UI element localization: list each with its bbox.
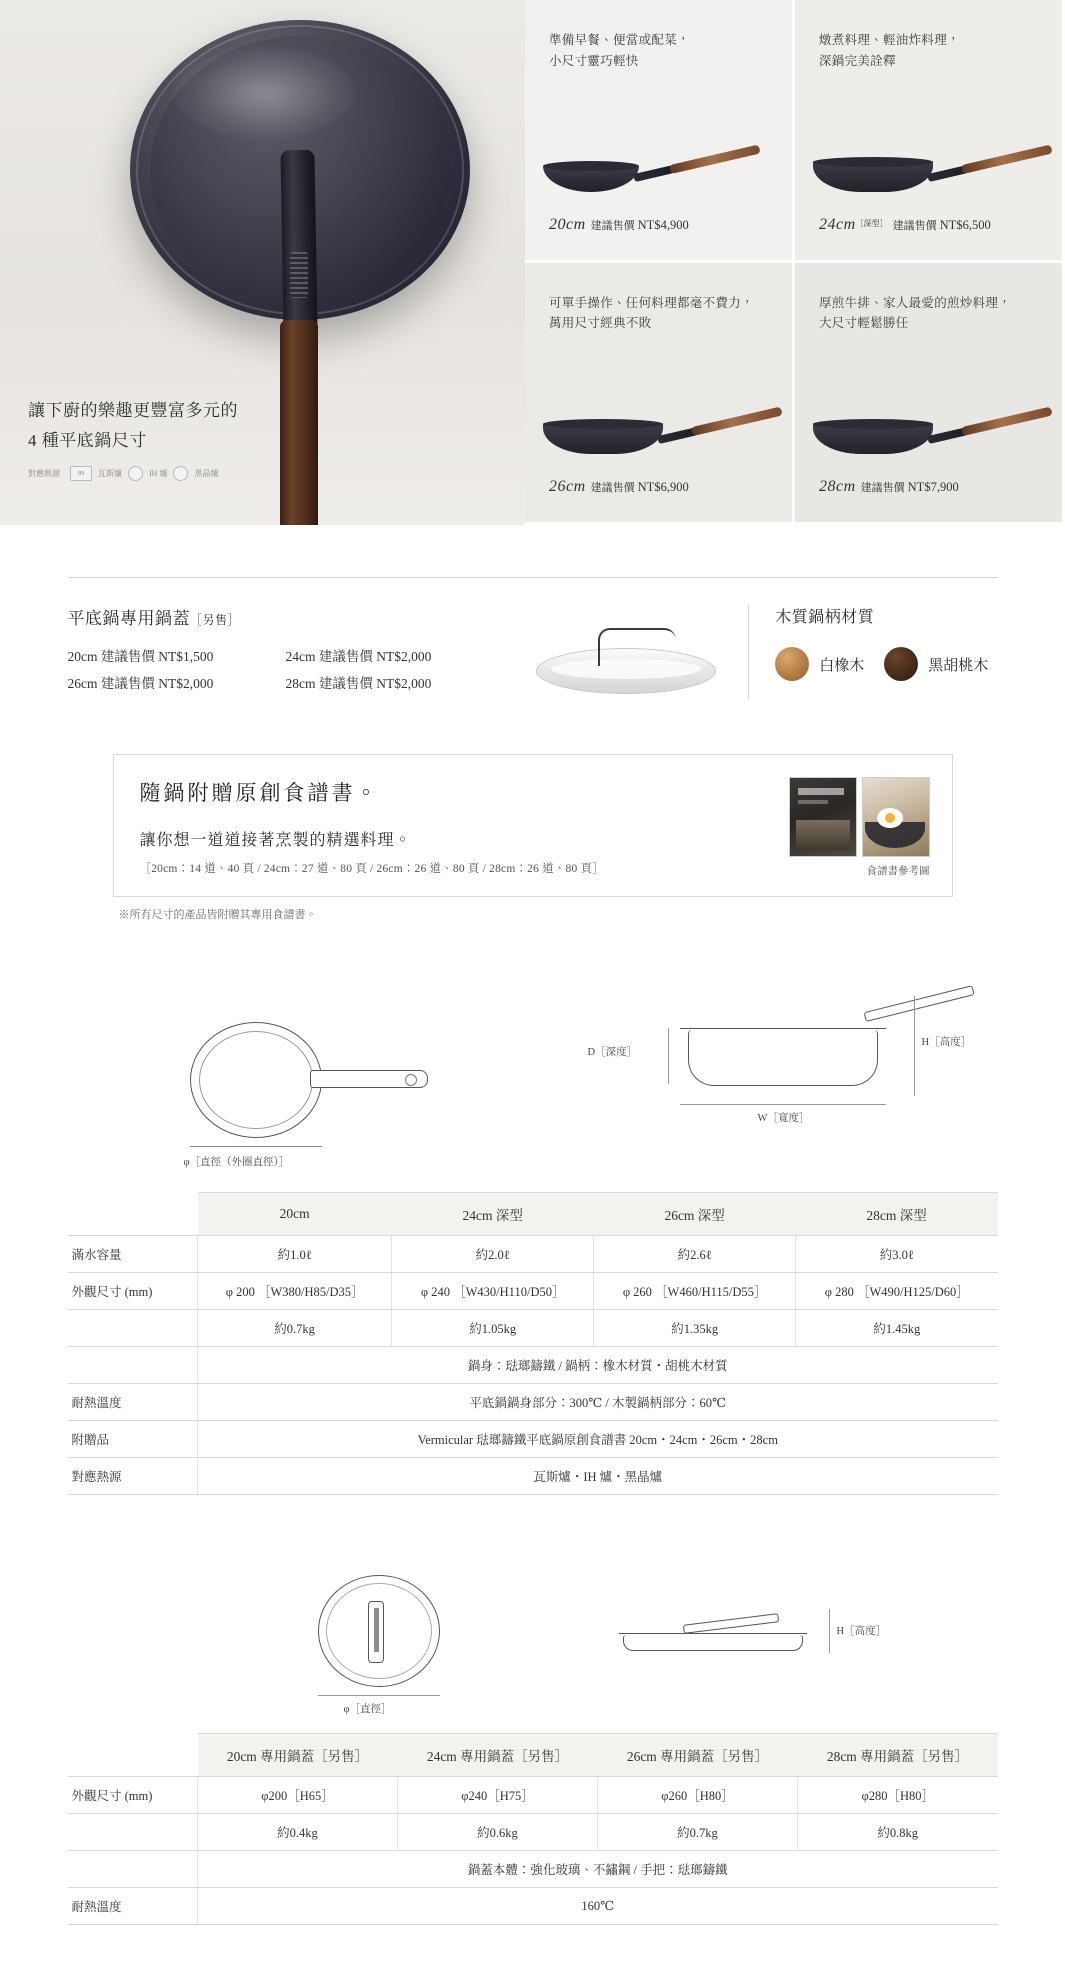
- spec-capacity-20: 約1.0ℓ: [198, 1236, 392, 1273]
- pan-inner-circle: [199, 1031, 313, 1129]
- spec-heat-value: 平底鍋鍋身部分：300℃ / 木製鍋柄部分：60℃: [198, 1384, 998, 1421]
- hero-cell-24cm-title-line1: 燉煮料理、輕油炸料理，: [819, 33, 960, 47]
- hero-size-grid: [525, 0, 1065, 525]
- pan-highlight: [174, 48, 354, 138]
- price-amount: NT$7,900: [907, 480, 959, 494]
- lid-dimensions-20: φ200［H65］: [198, 1777, 398, 1814]
- diameter-label: φ［直徑（外圈直徑）］: [183, 1157, 290, 1168]
- spec-row-dimensions-label: 外觀尺寸 (mm): [68, 1273, 198, 1310]
- badge-radiant-icon: [173, 466, 188, 481]
- mini-pan-24cm: [813, 138, 1063, 198]
- lid-top-line: [619, 1633, 807, 1634]
- lid-weight-26: 約0.7kg: [598, 1814, 798, 1851]
- spec-col-26cm: 26cm 深型: [594, 1193, 796, 1236]
- lid-price-list: [68, 643, 536, 697]
- spec-row-heat-label: 耐熱溫度: [68, 1384, 198, 1421]
- badge-ih-label: IH 爐: [149, 469, 168, 478]
- heat-source-prefix: 對應熱源: [28, 469, 60, 478]
- table-row: [68, 1458, 998, 1495]
- depth-measure-line: [668, 1028, 669, 1084]
- mini-pan-28cm: [813, 400, 1063, 460]
- hero-cell-26cm[interactable]: [525, 263, 795, 526]
- size-label: 28cm: [819, 478, 856, 495]
- lid-info-block: [68, 604, 536, 697]
- lid-price-20: 20cm 建議售價 NT$1,500: [67, 649, 214, 664]
- hero-cell-26cm-price: [549, 478, 689, 496]
- lid-dimensions-28: φ280［H80］: [798, 1777, 998, 1814]
- lid-title-note: ［另售］: [190, 613, 241, 627]
- price-label: 建議售價: [860, 482, 905, 494]
- size-label: 26cm: [549, 478, 586, 495]
- spec-material-value: 鍋身：琺瑯鑄鐵 / 鍋柄：橡木材質・胡桃木材質: [198, 1347, 998, 1384]
- pan-dimension-diagrams: [68, 1014, 998, 1174]
- pan-side-view-diagram: [587, 1022, 972, 1142]
- recipe-book-panel: [113, 754, 953, 897]
- lid-price-26: 26cm 建議售價 NT$2,000: [67, 676, 214, 691]
- lid-height-label: H［高度］: [836, 1626, 887, 1637]
- hero-cell-20cm-price: [549, 216, 689, 234]
- section-divider: [68, 577, 998, 578]
- recipe-subheading: 讓你想一道道接著烹製的精選料理。: [139, 832, 412, 849]
- badge-radiant-label: 黑晶爐: [194, 469, 219, 478]
- hero-cell-20cm-title-line1: 準備早餐、便當或配菜，: [549, 33, 690, 47]
- size-label: 20cm: [549, 215, 586, 233]
- table-row: [68, 1347, 998, 1384]
- spec-col-0: [68, 1193, 198, 1236]
- lid-body-outline: [623, 1635, 803, 1651]
- price-amount: NT$4,900: [637, 217, 689, 232]
- hero-caption-line1: 讓下廚的樂趣更豐富多元的: [28, 401, 238, 420]
- table-row: [68, 1236, 998, 1273]
- lid-heat-value: 160℃: [198, 1888, 998, 1925]
- lid-dimensions-26: φ260［H80］: [598, 1777, 798, 1814]
- lid-row-heat-label: 耐熱溫度: [68, 1888, 198, 1925]
- recipe-footnote: ※所有尺寸的產品皆附贈其專用食譜書。: [118, 909, 317, 921]
- lid-price-28: 28cm 建議售價 NT$2,000: [285, 676, 432, 691]
- lid-diameter-label: φ［直徑］: [343, 1704, 392, 1715]
- hero-cell-26cm-title-line2: 萬用尺寸經典不敗: [549, 316, 652, 331]
- spec-col-20cm: 20cm: [198, 1193, 392, 1236]
- hero-caption-line2: 4 種平底鍋尺寸: [28, 430, 147, 450]
- lid-col-0: [68, 1734, 198, 1777]
- spec-dimensions-28: φ 280 ［W490/H125/D60］: [796, 1273, 998, 1310]
- hero-cell-28cm-price: [819, 478, 959, 496]
- spec-row-heatsource-label: 對應熱源: [68, 1458, 198, 1495]
- lid-price-24: 24cm 建議售價 NT$2,000: [285, 649, 432, 664]
- spec-col-28cm: 28cm 深型: [796, 1193, 998, 1236]
- lid-and-wood-section: [0, 525, 1065, 720]
- spec-row-bonus-label: 附贈品: [68, 1421, 198, 1458]
- spec-col-24cm: 24cm 深型: [392, 1193, 594, 1236]
- spec-dimensions-20: φ 200 ［W380/H85/D35］: [198, 1273, 392, 1310]
- table-row: [68, 1851, 998, 1888]
- lid-handle-outline: [368, 1601, 384, 1663]
- wood-material-block: [748, 604, 997, 700]
- hero-main-image: [0, 0, 545, 525]
- lid-height-measure-line: [829, 1609, 830, 1653]
- badge-ih-icon: IH: [70, 466, 92, 481]
- lid-row-dimensions-label: 外觀尺寸 (mm): [68, 1777, 198, 1814]
- recipe-heading: 隨鍋附贈原創食譜書。: [139, 781, 380, 805]
- pan-handle-side-outline: [863, 985, 974, 1022]
- hero-cell-28cm-title-line1: 厚煎牛排、家人最愛的煎炒料理，: [819, 295, 1012, 310]
- lid-dimension-diagrams: [68, 1575, 998, 1715]
- spec-dimensions-26: φ 260 ［W460/H115/D55］: [594, 1273, 796, 1310]
- spec-weight-26: 約1.35kg: [594, 1310, 796, 1347]
- hero-cell-28cm-title-line2: 大尺寸輕鬆勝任: [819, 316, 909, 331]
- size-sublabel: ［深型］: [855, 218, 888, 228]
- mini-pan-20cm: [543, 138, 773, 198]
- hero-cell-28cm-title: [819, 293, 1038, 334]
- height-measure-line: [914, 996, 915, 1096]
- table-row: [68, 1273, 998, 1310]
- recipe-food-image: [862, 777, 930, 857]
- spec-row-capacity-label: 滿水容量: [68, 1236, 198, 1273]
- wood-title: 木質鍋柄材質: [775, 609, 875, 626]
- lid-title: [68, 604, 536, 629]
- size-label: 24cm: [819, 215, 856, 233]
- pan-handle-outline: [310, 1070, 428, 1088]
- lid-row-material-label: [68, 1851, 198, 1888]
- pan-handle-rivets: [290, 252, 308, 298]
- spec-capacity-24: 約2.0ℓ: [392, 1236, 594, 1273]
- spec-weight-24: 約1.05kg: [392, 1310, 594, 1347]
- table-row: [68, 1888, 998, 1925]
- width-label: W［寬度］: [757, 1113, 810, 1124]
- lid-photo: [536, 610, 730, 720]
- lid-col-20cm: 20cm 專用鍋蓋［另售］: [198, 1734, 398, 1777]
- recipe-detail: ［20cm：14 道、40 頁 / 24cm：27 道、80 頁 / 26cm：26 道、80 頁 / 28cm：26 道、80 頁］: [139, 863, 604, 875]
- lid-glass-body: [536, 648, 716, 694]
- lid-col-24cm: 24cm 專用鍋蓋［另售］: [398, 1734, 598, 1777]
- hero-cell-24cm-title-line2: 深鍋完美詮釋: [819, 53, 896, 68]
- oak-swatch-icon: [775, 647, 809, 681]
- hero-cell-24cm-price: [819, 216, 991, 234]
- walnut-label: 黑胡桃木: [928, 657, 989, 674]
- lid-col-28cm: 28cm 專用鍋蓋［另售］: [798, 1734, 998, 1777]
- spec-heatsource-value: 瓦斯爐・IH 爐・黑晶爐: [198, 1458, 998, 1495]
- pan-spec-table: [68, 1192, 998, 1495]
- mini-pan-26cm: [543, 400, 793, 460]
- lid-weight-24: 約0.6kg: [398, 1814, 598, 1851]
- hero-section: [0, 0, 1065, 525]
- recipe-images: [789, 777, 930, 857]
- table-header-row: [68, 1734, 998, 1777]
- lid-weight-20: 約0.4kg: [198, 1814, 398, 1851]
- pan-body-outline: [688, 1030, 878, 1086]
- price-label: 建議售價: [590, 219, 635, 232]
- frying-pan-photo: [130, 20, 470, 360]
- hero-cell-20cm[interactable]: [525, 0, 795, 263]
- table-header-row: [68, 1193, 998, 1236]
- lid-side-view-diagram: [623, 1617, 887, 1657]
- table-row: [68, 1310, 998, 1347]
- price-amount: NT$6,500: [939, 217, 991, 232]
- spec-row-weight-label: [68, 1310, 198, 1347]
- spec-capacity-26: 約2.6ℓ: [594, 1236, 796, 1273]
- hero-cell-20cm-title: [549, 30, 768, 71]
- hero-cell-24cm-title: [819, 30, 1038, 71]
- hero-cell-24cm[interactable]: [795, 0, 1065, 263]
- lid-material-value: 鍋蓋本體：強化玻璃、不鏽鋼 / 手把：琺瑯鑄鐵: [198, 1851, 998, 1888]
- lid-weight-28: 約0.8kg: [798, 1814, 998, 1851]
- badge-gas-label: 瓦斯爐: [98, 469, 122, 478]
- lid-handle: [598, 628, 676, 650]
- table-row: [68, 1384, 998, 1421]
- table-row: [68, 1814, 998, 1851]
- spec-weight-20: 約0.7kg: [198, 1310, 392, 1347]
- recipe-image-caption: 食譜書參考圖: [866, 866, 930, 877]
- spec-bonus-value: Vermicular 琺瑯鑄鐵平底鍋原創食譜書 20cm・24cm・26cm・28cm: [198, 1421, 998, 1458]
- pan-handle-metal: [280, 150, 317, 336]
- lid-dimensions-24: φ240［H75］: [398, 1777, 598, 1814]
- lid-row-weight-label: [68, 1814, 198, 1851]
- recipe-book-cover-image: [789, 777, 857, 857]
- table-row: [68, 1777, 998, 1814]
- walnut-swatch-icon: [884, 647, 918, 681]
- lid-knob-outline: [682, 1613, 778, 1634]
- hero-cell-26cm-title: [549, 293, 768, 334]
- lid-title-text: 平底鍋專用鍋蓋: [67, 609, 190, 628]
- spec-row-material-label: [68, 1347, 198, 1384]
- depth-label: D［深度］: [587, 1047, 638, 1058]
- table-row: [68, 1421, 998, 1458]
- width-measure-line: [680, 1104, 886, 1105]
- hero-cell-20cm-title-line2: 小尺寸靈巧輕快: [549, 53, 639, 68]
- lid-diameter-measure-line: [318, 1695, 440, 1696]
- heat-source-badges: [28, 466, 218, 481]
- spec-weight-28: 約1.45kg: [796, 1310, 998, 1347]
- hero-caption: [28, 396, 238, 456]
- height-label: H［高度］: [921, 1037, 972, 1048]
- pan-rim-line: [680, 1028, 886, 1029]
- oak-label: 白橡木: [819, 657, 865, 674]
- pan-handle-wood: [280, 320, 318, 525]
- badge-ih-stove-icon: [128, 466, 143, 481]
- diameter-measure-line: [190, 1146, 322, 1147]
- spec-capacity-28: 約3.0ℓ: [796, 1236, 998, 1273]
- price-amount: NT$6,900: [637, 480, 689, 494]
- spec-dimensions-24: φ 240 ［W430/H110/D50］: [392, 1273, 594, 1310]
- lid-spec-table: [68, 1733, 998, 1925]
- pan-top-view-diagram: [183, 1014, 440, 1168]
- price-label: 建議售價: [590, 482, 635, 494]
- hero-cell-26cm-title-line1: 可單手操作、任何料理都毫不費力，: [549, 295, 754, 310]
- price-label: 建議售價: [892, 219, 937, 232]
- lid-col-26cm: 26cm 專用鍋蓋［另售］: [598, 1734, 798, 1777]
- hero-cell-28cm[interactable]: [795, 263, 1065, 526]
